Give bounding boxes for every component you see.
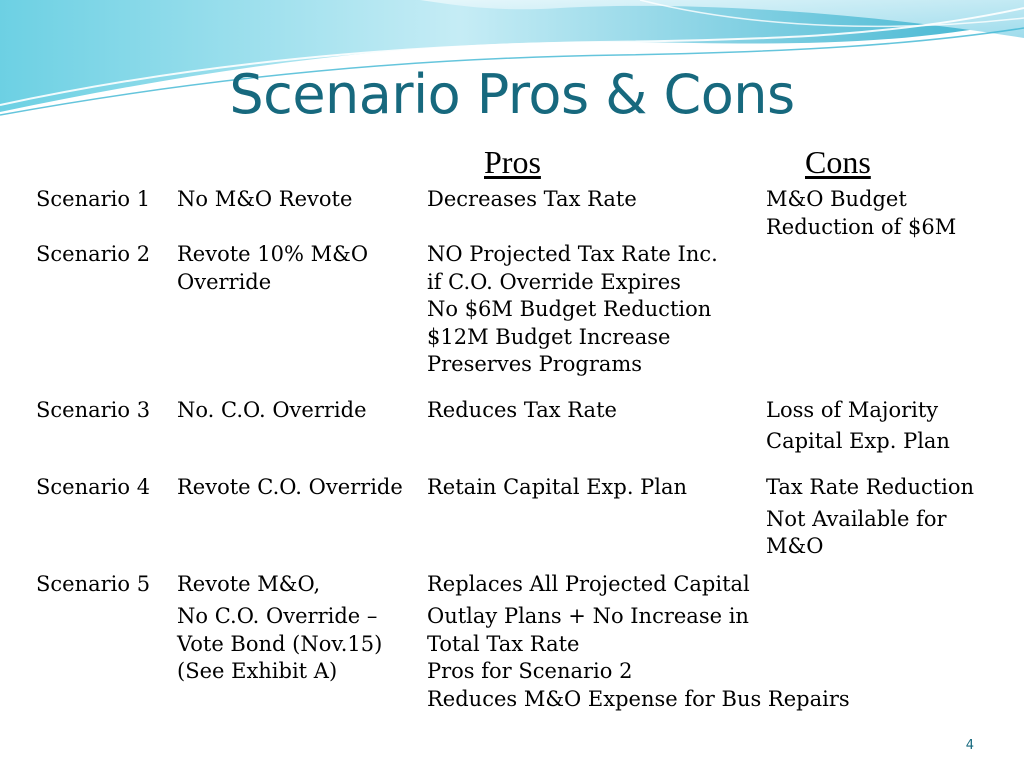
scenario-con: M&O xyxy=(766,534,824,558)
scenario-pro: if C.O. Override Expires xyxy=(427,269,681,294)
scenario-pro: No $6M Budget Reduction xyxy=(427,297,712,321)
scenario-con: Not Available for xyxy=(766,506,947,531)
scenario-action: (See Exhibit A) xyxy=(177,659,338,683)
scenario-action: Revote C.O. Override xyxy=(177,475,403,499)
scenario-action: Override xyxy=(177,269,272,294)
scenario-con: Tax Rate Reduction xyxy=(766,475,975,499)
slide-title: Scenario Pros & Cons xyxy=(229,63,795,126)
scenario-pro: Retain Capital Exp. Plan xyxy=(427,475,688,499)
scenario-label: Scenario 4 xyxy=(36,475,151,499)
scenario-label: Scenario 3 xyxy=(36,398,151,422)
scenario-pro: Preserves Programs xyxy=(427,352,643,376)
scenario-pro: Reduces Tax Rate xyxy=(427,398,617,422)
scenario-label: Scenario 5 xyxy=(36,572,151,596)
scenario-con: Reduction of $6M xyxy=(766,214,957,239)
page-number: 4 xyxy=(965,738,974,753)
scenario-con: Capital Exp. Plan xyxy=(766,429,950,453)
scenario-pro: Replaces All Projected Capital xyxy=(427,572,750,596)
pros-column-header: Pros xyxy=(484,144,541,180)
scenario-action: No C.O. Override – xyxy=(177,604,378,628)
scenario-action: Vote Bond (Nov.15) xyxy=(177,631,383,656)
scenario-label: Scenario 2 xyxy=(36,242,151,266)
scenario-pro: Outlay Plans + No Increase in xyxy=(427,604,749,628)
scenario-con: Loss of Majority xyxy=(766,398,939,422)
scenario-pro: Reduces M&O Expense for Bus Repairs xyxy=(427,686,850,711)
scenario-pro: $12M Budget Increase xyxy=(427,324,671,349)
scenario-pro: Pros for Scenario 2 xyxy=(427,659,633,683)
scenario-pro: NO Projected Tax Rate Inc. xyxy=(427,242,718,266)
scenario-con: M&O Budget xyxy=(766,187,907,211)
scenario-pro: Decreases Tax Rate xyxy=(427,187,637,211)
scenario-label: Scenario 1 xyxy=(36,187,151,211)
scenario-pro: Total Tax Rate xyxy=(427,631,580,656)
cons-column-header: Cons xyxy=(805,144,871,180)
scenario-action: Revote M&O, xyxy=(177,572,321,596)
scenario-action: No M&O Revote xyxy=(177,187,353,211)
scenario-action: No. C.O. Override xyxy=(177,398,367,422)
scenario-action: Revote 10% M&O xyxy=(177,242,369,266)
